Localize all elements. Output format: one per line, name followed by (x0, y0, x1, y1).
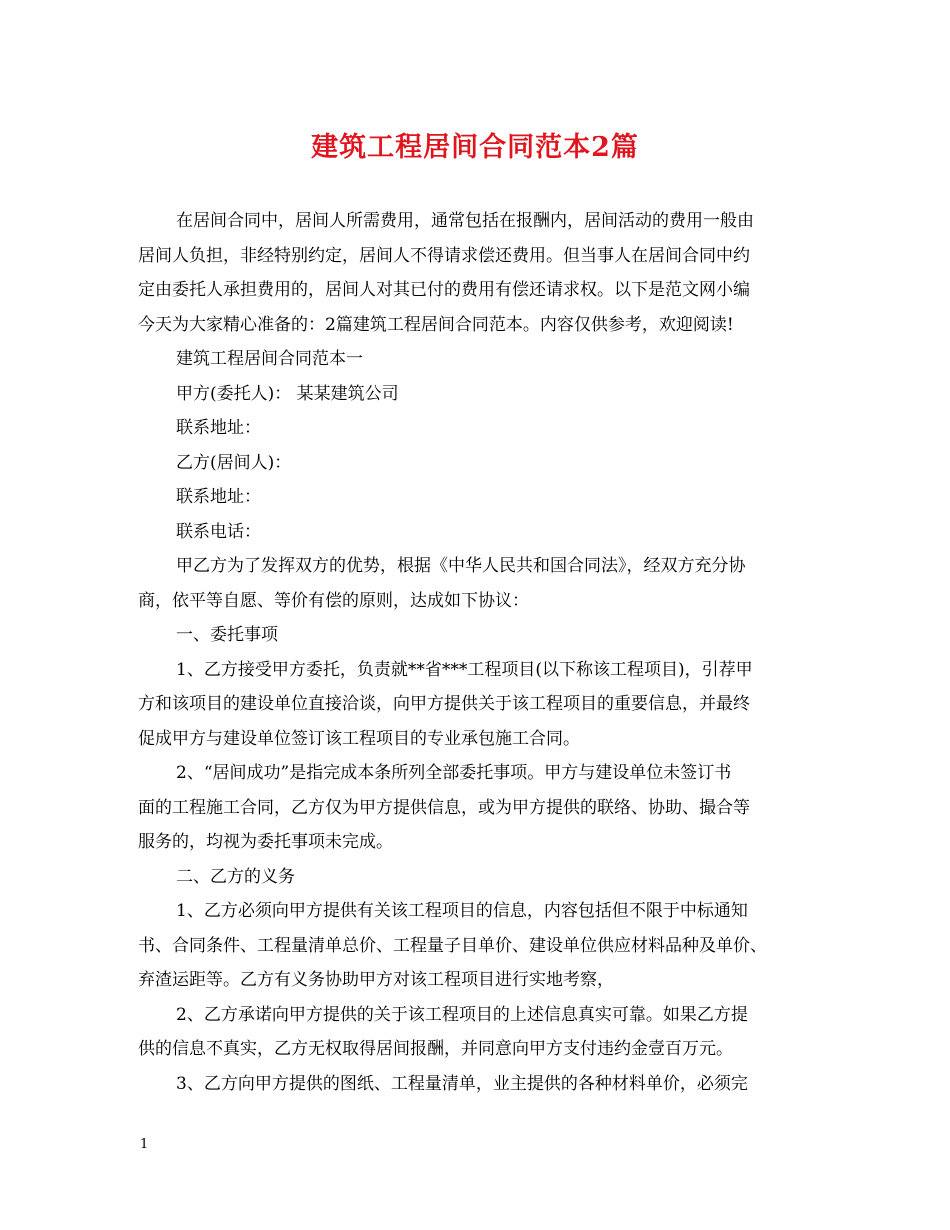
text-line: 服务的，均视为委托事项未完成。 (138, 832, 393, 852)
text-line: 供的信息不真实，乙方无权取得居间报酬，并同意向甲方支付违约金壹百万元。 (138, 1039, 733, 1059)
document-body (138, 204, 814, 1101)
text-line: 联系地址： (176, 487, 261, 507)
text-line: 书、合同条件、工程量清单总价、工程量子目单价、建设单位供应材料品种及单价、 (138, 935, 767, 956)
text-line: 1、乙方必须向甲方提供有关该工程项目的信息，内容包括但不限于中标通知 (176, 901, 748, 921)
text-line: 一、委托事项 (176, 625, 278, 645)
text-line: 面的工程施工合同，乙方仅为甲方提供信息，或为甲方提供的联络、协助、撮合等 (138, 797, 750, 818)
page-number: 1 (140, 1137, 149, 1152)
document-title: 建筑工程居间合同范本2篇 (311, 132, 639, 163)
text-line: 商，依平等自愿、等价有偿的原则，达成如下协议： (138, 590, 529, 611)
text-line: 甲乙方为了发挥双方的优势，根据《中华人民共和国合同法》，经双方充分协 (176, 556, 746, 576)
text-line: 促成甲方与建设单位签订该工程项目的专业承包施工合同。 (138, 728, 580, 749)
text-line: 建筑工程居间合同范本一 (176, 349, 363, 369)
text-line: 居间人负担，非经特别约定，居间人不得请求偿还费用。但当事人在居间合同中约 (138, 245, 750, 266)
text-line: 方和该项目的建设单位直接洽谈，向甲方提供关于该工程项目的重要信息，并最终 (138, 694, 750, 714)
text-line: 联系地址： (176, 418, 261, 438)
text-line: 2、“居间成功”是指完成本条所列全部委托事项。甲方与建设单位未签订书 (176, 763, 732, 783)
text-line: 2、乙方承诺向甲方提供的关于该工程项目的上述信息真实可靠。如果乙方提 (176, 1004, 748, 1025)
text-line: 甲方(委托人)： 某某建筑公司 (176, 383, 399, 404)
text-line: 今天为大家精心准备的：2篇建筑工程居间合同范本。内容仅供参考，欢迎阅读! (138, 314, 734, 335)
text-line: 乙方(居间人)： (176, 452, 292, 473)
text-line: 在居间合同中，居间人所需费用，通常包括在报酬内，居间活动的费用一般由 (176, 211, 754, 231)
text-line: 定由委托人承担费用的，居间人对其已付的费用有偿还请求权。以下是范文网小编 (138, 280, 750, 300)
text-line: 1、乙方接受甲方委托，负责就**省***工程项目(以下称该工程项目)，引荐甲 (176, 659, 753, 680)
text-line: 弃渣运距等。乙方有义务协助甲方对该工程项目进行实地考察， (138, 970, 614, 990)
text-line: 3、乙方向甲方提供的图纸、工程量清单，业主提供的各种材料单价，必须完 (176, 1073, 748, 1094)
text-line: 二、乙方的义务 (176, 866, 295, 887)
text-line: 联系电话： (176, 521, 261, 542)
